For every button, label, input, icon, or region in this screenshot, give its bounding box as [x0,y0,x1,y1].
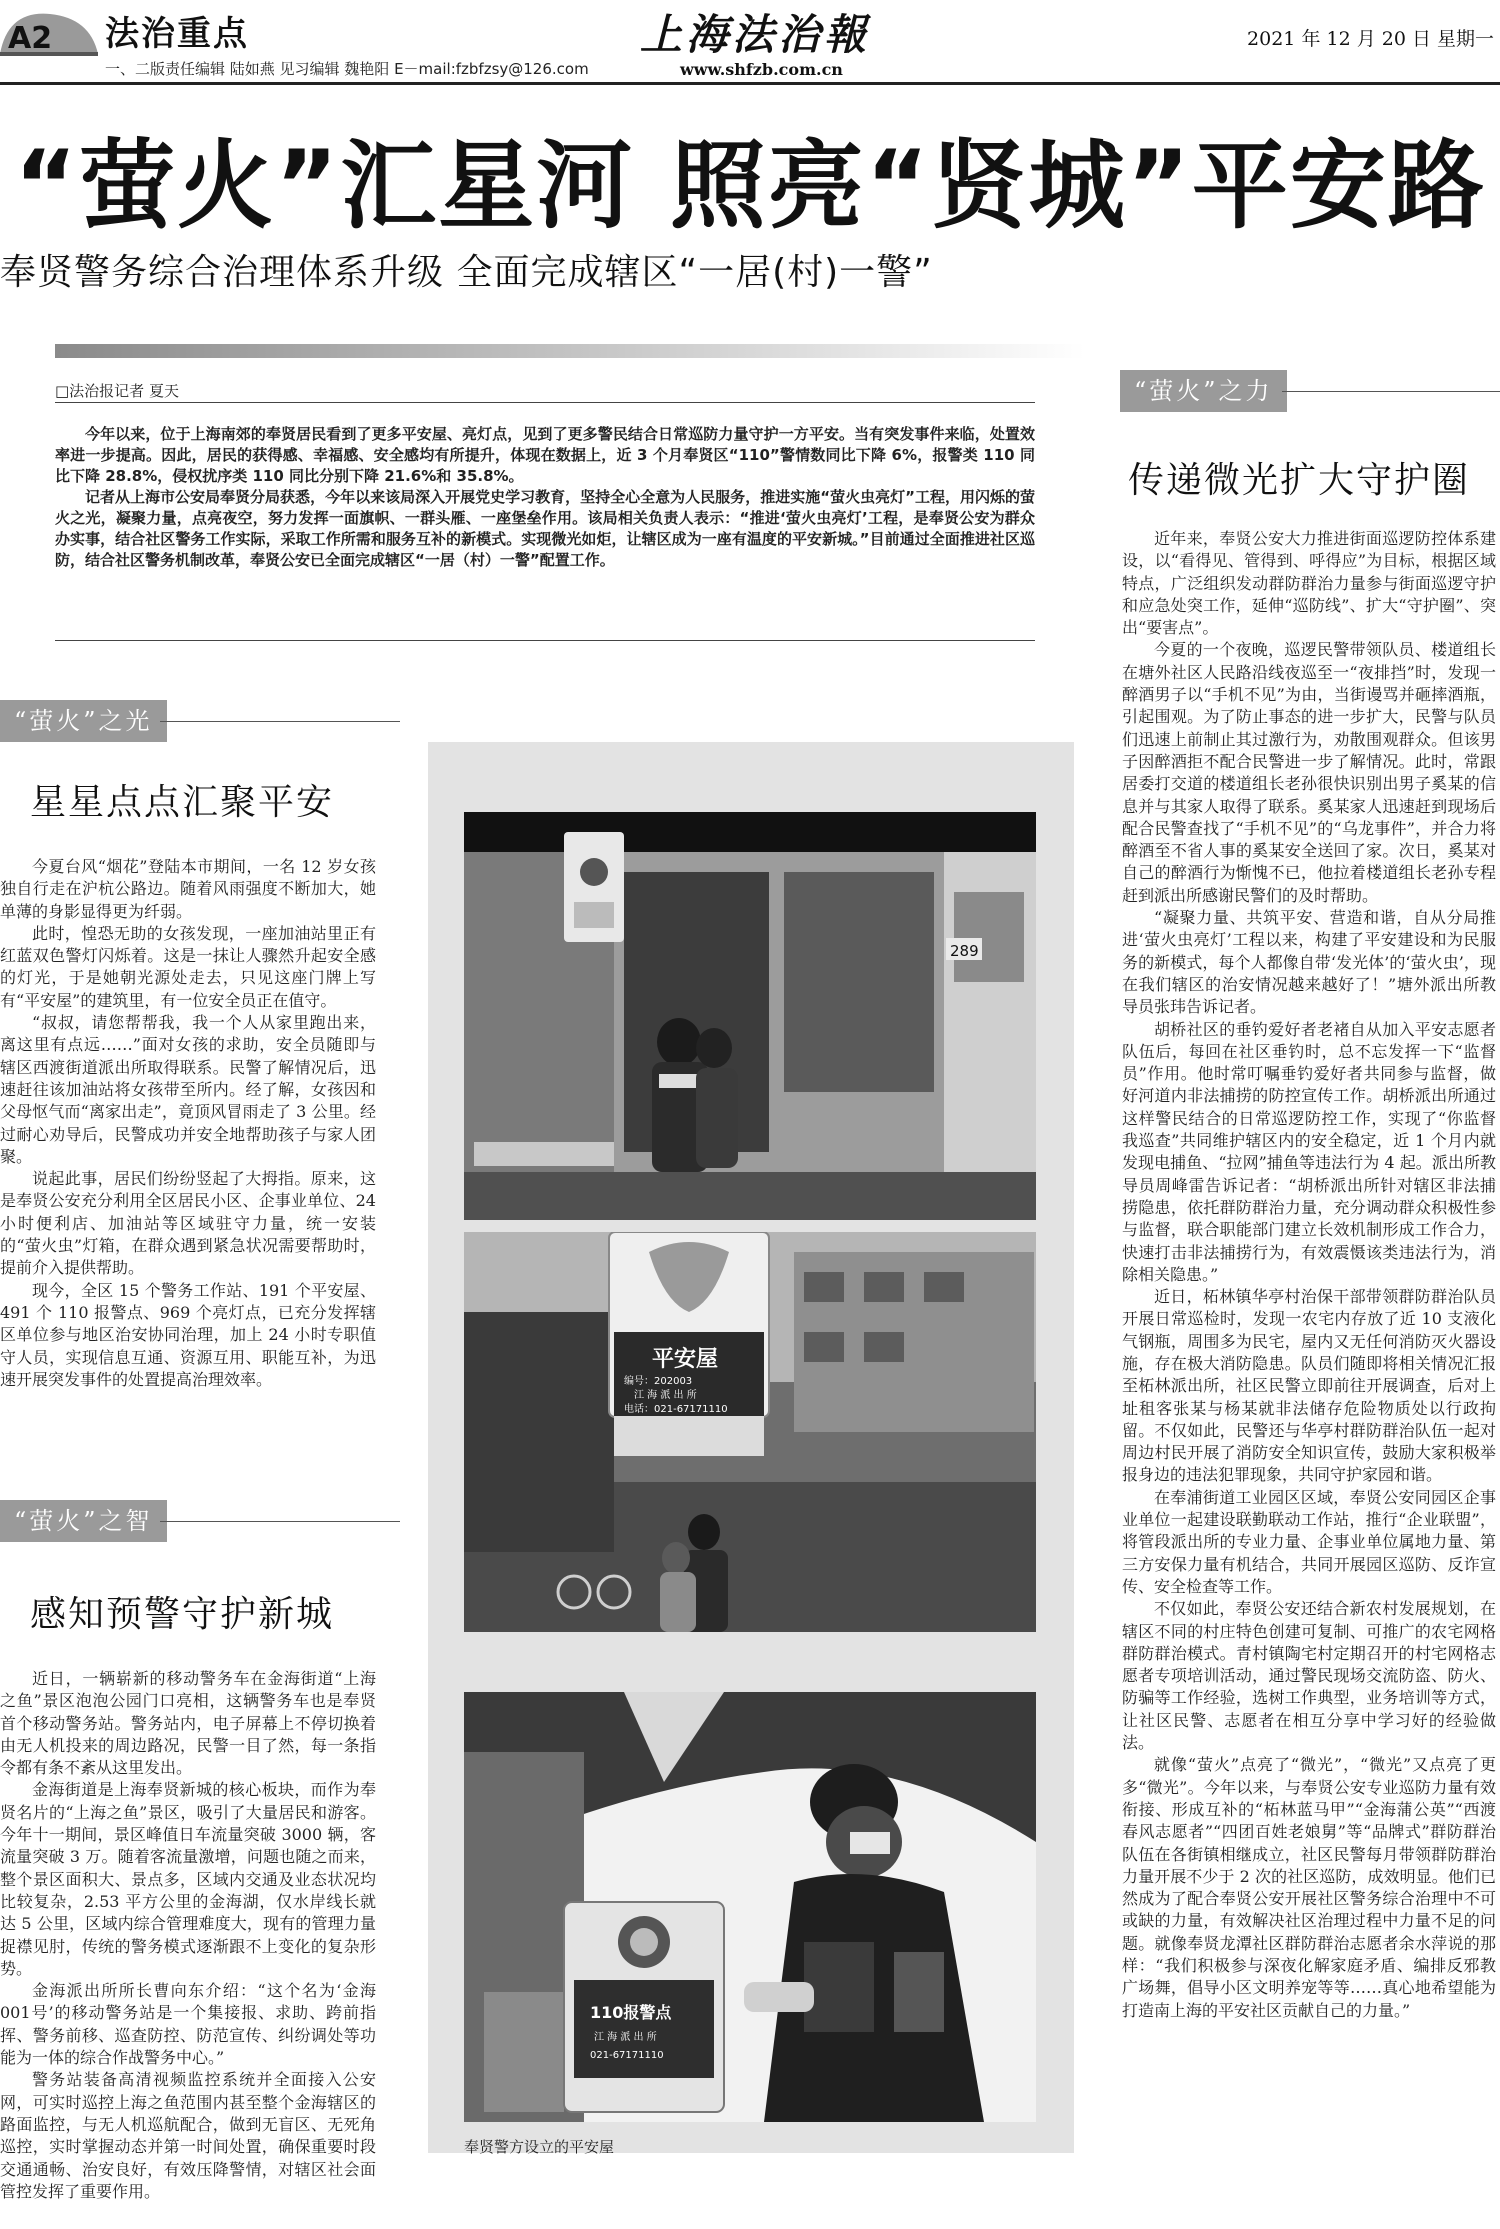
section-title-li: 传递微光扩大守护圈 [1128,460,1471,501]
article-column-zhi [0,1668,376,2203]
tag-rule [160,721,400,722]
paragraph: 金海派出所所长曹向东介绍：“这个名为‘金海001号’的移动警务站是一个集接报、求助、跨前指挥、警务前移、巡查防控、防范宣传、纠纷调处等功能为一体的综合作战警务中心。” [0,1981,376,2068]
issue-date: 2021 年 12 月 20 日 星期一 [1247,28,1494,50]
photo-pingan-house-sign [464,1232,1036,1632]
photo-pingan-house-night [464,812,1036,1220]
header-rule [0,82,1500,85]
section-tag-zhi: “萤火”之智 [0,1500,167,1542]
paragraph: 警务站装备高清视频监控系统并全面接入公安网，可实时巡控上海之鱼范围内甚至整个金海辖区的路面监控，与无人机巡航配合，做到无盲区、无死角巡控，实时掌握动态并第一时间处置，确保重要时段交通通畅、治安良好，有效压降警情，对辖区社会面管控发挥了重要作用。 [0,2070,376,2201]
intro-text [55,424,1035,571]
section-title: 法治重点 [105,14,249,54]
tag-rule [1282,391,1500,392]
article-column-li [1122,528,1496,2022]
editor-credits: 一、二版责任编辑 陆如燕 见习编辑 魏艳阳 E－mail:fzbfzsy@126.com [105,60,589,78]
sign-title: 平安屋 [652,1347,719,1372]
paragraph: 近日，一辆崭新的移动警务车在金海街道“上海之鱼”景区泡泡公园门口亮相，这辆警务车也是奉贤首个移动警务站。警务站内，电子屏幕上不停切换着由无人机投来的周边路况，民警一目了然，每一条指令都有条不紊从这里发出。 [0,1669,376,1778]
page-number: A2 [8,21,53,56]
paragraph: 此时，惶恐无助的女孩发现，一座加油站里正有红蓝双色警灯闪烁着。这是一抹让人骤然升起安全感的灯光，于是她朝光源处走去，只见这座门牌上写有“平安屋”的建筑里，有一位安全员正在值守。 [0,923,376,1010]
website-url[interactable]: www.shfzb.com.cn [680,60,843,79]
intro-paragraph: 今年以来，位于上海南郊的奉贤居民看到了更多平安屋、亮灯点，见到了更多警民结合日常巡防力量守护一方平安。当有突发事件来临，处置效率进一步提高。因此，居民的获得感、幸福感、安全感均有所提升，体现在数据上，近 3 个月奉贤区“110”警情数同比下降 6%，报警类 110 同比下降 28.8%，侵权扰序类 110 同比分别下降 21.6%和 35.8%。 [55,425,1035,485]
paragraph: 今夏的一个夜晚，巡逻民警带领队员、楼道组长在塘外社区人民路沿线夜巡至一“夜排挡”时，发现一醉酒男子以“手机不见”为由，当街谩骂并砸摔酒瓶，引起围观。为了防止事态的进一步扩大，民警与队员们迅速上前制止其过激行为，劝散围观群众。但该男子因醉酒拒不配合民警进一步了解情况。此时，常跟居委打交道的楼道组长老孙很快识别出男子奚某的信息并与其家人取得了联系。奚某家人迅速赶到现场后配合民警查找了“手机不见”的“乌龙事件”，并合力将醉酒至不省人事的奚某安全送回了家。次日，奚某对自己的醉酒行为惭愧不已，他拉着楼道组长老孙专程赶到派出所感谢民警们的及时帮助。 [1122,640,1496,905]
paragraph: 不仅如此，奉贤公安还结合新农村发展规划，在辖区不同的村庄特色创建可复制、可推广的农宅网格群防群治模式。青村镇陶宅村定期召开的村宅网格志愿者专项培训活动，通过警民现场交流防盗、防火、防骗等工作经验，选树工作典型，业务培训等方式，让社区民警、志愿者在相互分享中学习好的经验做法。 [1122,1599,1496,1753]
sign-line: 021-67171110 [590,2050,664,2061]
page-number-badge [0,8,98,58]
headline: “萤火”汇星河 照亮“贤城”平安路 [14,130,1486,242]
paragraph: 今夏台风“烟花”登陆本市期间，一名 12 岁女孩独自行走在沪杭公路边。随着风雨强度不断加大，她单薄的身影显得更为纤弱。 [0,857,376,921]
paragraph: 近日，柘林镇华亭村治保干部带领群防群治队员开展日常巡检时，发现一农宅内存放了近 10 支液化气钢瓶，周围多为民宅，屋内又无任何消防灭火器设施，存在极大消防隐患。队员们随即将相关情况汇报至柘林派出所，社区民警立即前往开展调查，后对上址租客张某与杨某就非法储存危险物质处以行政拘留。不仅如此，民警还与华亭村群防群治队伍一起对周边村民开展了消防安全知识宣传，鼓励大家积极举报身边的违法犯罪现象，共同守护家园和谐。 [1122,1287,1496,1485]
paragraph: 说起此事，居民们纷纷竖起了大拇指。原来，这是奉贤公安充分利用全区居民小区、企事业单位、24 小时便利店、加油站等区域驻守力量，统一安装的“萤火虫”灯箱，在群众遇到紧急状况需要帮助时，提前介入提供帮助。 [0,1169,376,1278]
sign-line: 电话：021-67171110 [624,1404,728,1415]
intro-paragraph: 记者从上海市公安局奉贤分局获悉，今年以来该局深入开展党史学习教育，坚持全心全意为人民服务，推进实施“萤火虫亮灯”工程，用闪烁的萤火之光，凝聚力量，点亮夜空，努力发挥一面旗帜、一群头雁、一座堡垒作用。该局相关负责人表示：“推进‘萤火虫亮灯’工程，是奉贤公安为群众办实事，结合社区警务工作实际，采取工作所需和服务互补的新模式。实现微光如炬，让辖区成为一座有温度的平安新城。”目前通过全面推进社区巡防，结合社区警务机制改革，奉贤公安已全面完成辖区“一居（村）一警”配置工作。 [55,488,1035,569]
section-title-zhi: 感知预警守护新城 [30,1594,335,1635]
sign-line: 江 海 派 出 所 [634,1390,697,1401]
door-number: 289 [950,942,979,960]
byline: □法治报记者 夏天 [55,382,179,400]
section-tag-guang: “萤火”之光 [0,700,167,742]
photo-110-point [464,1692,1036,2122]
paragraph: “凝聚力量、共筑平安、营造和谐，自从分局推进‘萤火虫亮灯’工程以来，构建了平安建设和为民服务的新模式，每个人都像自带‘发光体’的‘萤火虫’，现在我们辖区的治安情况越来越好了！”塘外派出所教导员张玮告诉记者。 [1122,908,1496,1017]
photo-caption: 奉贤警方设立的平安屋 [464,2138,615,2156]
section-tag-li: “萤火”之力 [1120,370,1287,412]
subtitle: 奉贤警务综合治理体系升级 全面完成辖区“一居(村)一警” [0,252,933,293]
sign-line: 编号：202003 [624,1376,693,1387]
sign-line: 江 海 派 出 所 [594,2032,657,2043]
paragraph: “叔叔，请您帮帮我，我一个人从家里跑出来，离这里有点远……”面对女孩的求助，安全员随即与辖区西渡街道派出所取得联系。民警了解情况后，迅速赶往该加油站将女孩带至所内。经了解，女孩因和父母怄气而“离家出走”，竟顶风冒雨走了 3 公里。经过耐心劝导后，民警成功并安全地帮助孩子与家人团聚。 [0,1013,376,1166]
sign-title: 110报警点 [590,2003,672,2022]
intro-rule [55,640,1035,641]
article-column-guang [0,856,376,1391]
section-title-guang: 星星点点汇聚平安 [30,782,335,823]
newspaper-masthead: 上海法治報 [640,10,871,59]
tag-rule [160,1521,400,1522]
paragraph: 就像“萤火”点亮了“微光”，“微光”又点亮了更多“微光”。今年以来，与奉贤公安专业巡防力量有效衔接、形成互补的“柘林蓝马甲”“金海蒲公英”“西渡春风志愿者”“四团百姓老娘舅”等“品牌式”群防群治队伍在各街镇相继成立，社区民警每月带领群防群治力量开展不少于 2 次的社区巡防，成效明显。他们已然成为了配合奉贤公安开展社区警务综合治理中不可或缺的力量，有效解决社区治理过程中力量不足的问题。就像奉贤龙潭社区群防群治志愿者余水萍说的那样：“我们积极参与深夜化解家庭矛盾、编排反邪教广场舞，倡导小区文明养宠等等……真心地希望能为打造南上海的平安社区贡献自己的力量。” [1122,1755,1496,2020]
paragraph: 在奉浦街道工业园区区域，奉贤公安同园区企事业单位一起建设联勤联动工作站，推行“企业联盟”，将管段派出所的专业力量、企事业单位属地力量、第三方安保力量有机结合，共同开展园区巡防、反诈宣传、安全检查等工作。 [1122,1487,1496,1596]
paragraph: 近年来，奉贤公安大力推进街面巡逻防控体系建设，以“看得见、管得到、呼得应”为目标，根据区域特点，广泛组织发动群防群治力量参与街面巡逻守护和应急处突工作，延伸“巡防线”、扩大“守护圈”、突出“要害点”。 [1122,529,1496,638]
paragraph: 金海街道是上海奉贤新城的核心板块，而作为奉贤名片的“上海之鱼”景区，吸引了大量居民和游客。今年十一期间，景区峰值日车流量突破 3000 辆，客流量突破 3 万。随着客流量激增，问题也随之而来，整个景区面积大、景点多，区域内交通及业态状况均比较复杂，2.53 平方公里的金海湖，仅水岸线长就达 5 公里，区域内综合管理难度大，现有的管理力量捉襟见肘，传统的警务模式逐渐跟不上变化的复杂形势。 [0,1780,376,1978]
paragraph: 胡桥社区的垂钓爱好者老褚自从加入平安志愿者队伍后，每回在社区垂钓时，总不忘发挥一下“监督员”作用。他时常叮嘱垂钓爱好者共同参与监督，做好河道内非法捕捞的防控宣传工作。胡桥派出所通过这样警民结合的日常巡逻防控工作，实现了“你监督 我巡查”共同维护辖区内的安全稳定，近 1 个月内就发现电捕鱼、“拉网”捕鱼等违法行为 4 起。派出所教导员周峰雷告诉记者：“胡桥派出所针对辖区非法捕捞隐患，依托群防群治力量，充分调动群众积极性参与监督，联合职能部门建立长效机制形成工作合力，快速打击非法捕捞行为，有效震慑该类违法行为，消除相关隐患。” [1122,1019,1496,1284]
paragraph: 现今，全区 15 个警务工作站、191 个平安屋、491 个 110 报警点、969 个亮灯点，已充分发挥辖区单位参与地区治安协同治理，加上 24 小时专职值守人员，实现信息互通、资源互用、职能互补，为迅速开展突发事件的处置提高治理效率。 [0,1280,376,1389]
decorative-band [55,344,1085,358]
intro-rule [55,402,1035,403]
